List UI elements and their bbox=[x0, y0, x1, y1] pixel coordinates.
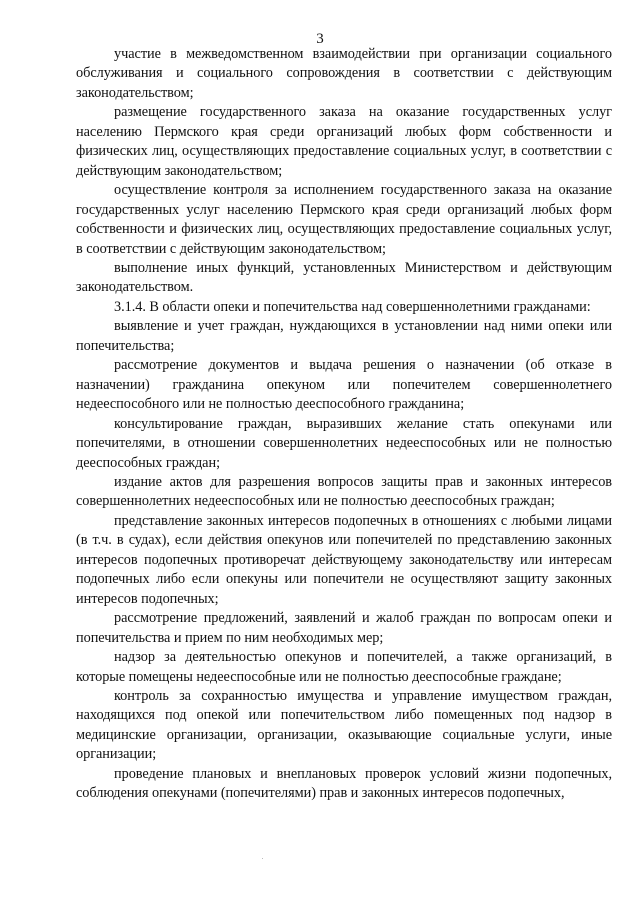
paragraph: осуществление контроля за исполнением государственного заказа на оказание государственных услуг населению Пермского края среди организаций любых форм собственности и физических лиц, осуществляющих предоставление социальных услуг, в соответствии с действующим законодательством; bbox=[76, 182, 612, 257]
paragraph: проведение плановых и внеплановых проверок условий жизни подопечных, соблюдения опекунами (попечителями) прав и законных интересов подопечных, bbox=[76, 765, 612, 802]
document-body bbox=[76, 45, 612, 804]
page-number: 3 bbox=[316, 31, 324, 47]
paragraph: контроль за сохранностью имущества и управление имуществом граждан, находящихся под опекой или попечительством либо помещенных под надзор в медицинские организации, организации, оказывающие социальные услуги, иные организации; bbox=[76, 687, 612, 763]
paragraph: рассмотрение предложений, заявлений и жалоб граждан по вопросам опеки и попечительства и прием по ним необходимых мер; bbox=[76, 610, 612, 646]
paragraph: издание актов для разрешения вопросов защиты прав и законных интересов совершеннолетних недееспособных или не полностью дееспособных граждан; bbox=[76, 473, 612, 510]
paragraph: рассмотрение документов и выдача решения о назначении (об отказе в назначении) гражданина опекуном или попечителем совершеннолетнего недееспособного или не полностью дееспособного гражданина; bbox=[76, 357, 612, 413]
paragraph: выполнение иных функций, установленных Министерством и действующим законодательством. bbox=[76, 259, 612, 296]
paragraph: консультирование граждан, выразивших желание стать опекунами или попечителями, в отношении совершеннолетних недееспособных или не полностью дееспособных граждан; bbox=[76, 415, 612, 471]
section-heading-paragraph: 3.1.4. В области опеки и попечительства над совершеннолетними гражданами: bbox=[114, 298, 591, 315]
paragraph: надзор за деятельностью опекунов и попечителей, а также организаций, в которые помещены недееспособные или не полностью дееспособные граждане; bbox=[76, 649, 612, 685]
paragraph: представление законных интересов подопечных в отношениях с любыми лицами (в т.ч. в судах), если действия опекунов или попечителей по представлению законных интересов подопечных противоречат действующему законодательству или интересам подопечных либо если опекуны или попечители не осуществляют защиту законных интересов подопечных; bbox=[76, 512, 612, 607]
scan-speck bbox=[262, 858, 263, 859]
paragraph: участие в межведомственном взаимодействии при организации социального обслуживания и социального сопровождения в соответствии с действующим законодательством; bbox=[76, 46, 612, 101]
paragraph: выявление и учет граждан, нуждающихся в установлении над ними опеки или попечительства; bbox=[76, 318, 612, 354]
paragraph: размещение государственного заказа на оказание государственных услуг населению Пермского края среди организаций любых форм собственности и физических лиц, осуществляющих предоставление социальных услуг, в соответствии с действующим законодательством; bbox=[76, 104, 612, 179]
